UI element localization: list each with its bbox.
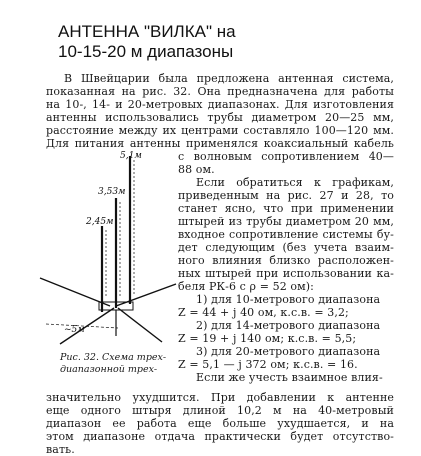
bottom-line-3: диапазон ее работа еще больше ухудшается, и на — [46, 417, 394, 430]
right-line-18: Если же учесть взаимное влия- — [196, 371, 383, 384]
label-ground-wire: ~5м — [64, 325, 85, 335]
bottom-line-5: вать. — [46, 443, 75, 456]
right-line-15: Z = 19 + j 140 ом; к.с.в. = 5,5; — [178, 332, 357, 345]
title-line-2: 10-15-20 м диапазоны — [58, 42, 234, 61]
intro-line-4: антенны использовались трубы диаметром 20—25 мм, — [46, 111, 394, 124]
label-rod-short: 2,45м — [86, 217, 114, 227]
figure-caption — [60, 352, 166, 375]
right-line-7: входное сопротивление системы бу- — [178, 228, 394, 241]
right-line-8: дет следующим (без учета взаим- — [178, 241, 394, 254]
bottom-line-4: этом диапазоне отдача практически будет отсутство- — [46, 430, 394, 443]
right-line-6: штырей из трубы диаметром 20 мм, — [178, 215, 394, 228]
right-line-4: приведенным на рис. 27 и 28, то — [178, 189, 394, 202]
right-line-2: 88 ом. — [178, 163, 215, 176]
right-line-1: с волновым сопротивлением 40— — [178, 150, 394, 163]
right-line-12: 1) для 10-метрового диапазона — [196, 293, 381, 306]
intro-line-6: Для питания антенны применялся коаксиальный кабель — [46, 137, 394, 150]
right-line-17: Z = 5,1 — j 372 ом; к.с.в. = 16. — [178, 358, 358, 371]
right-line-16: 3) для 20-метрового диапазона — [196, 345, 381, 358]
right-line-14: 2) для 14-метрового диапазона — [196, 319, 381, 332]
bottom-line-1: значительно ухудшится. При добавлении к антенне — [46, 391, 394, 404]
intro-line-5: расстояние между их центрами составляло 100—120 мм. — [46, 124, 394, 137]
intro-line-1: В Швейцарии была предложена антенная система, — [64, 72, 394, 85]
title-line-1: АНТЕННА "ВИЛКА" на — [58, 22, 236, 41]
antenna-figure — [38, 146, 178, 352]
article-title — [58, 22, 388, 62]
right-line-5: станет ясно, что при применении — [178, 202, 394, 215]
right-line-11: беля РК-6 с ρ = 52 ом): — [178, 280, 314, 293]
intro-line-3: на 10-, 14- и 20-метровых диапазонах. Для изготовления — [46, 98, 394, 111]
right-line-13: Z = 44 + j 40 ом, к.с.в. = 3,2; — [178, 306, 349, 319]
caption-line-2: диапазонной трех- — [60, 363, 158, 375]
right-line-3: Если обратиться к графикам, — [196, 176, 394, 189]
label-rod-mid: 3,53м — [98, 187, 126, 197]
label-rod-long: 5,1м — [120, 151, 142, 161]
bottom-line-2: еще одного штыря длиной 10,2 м на 40-метровый — [46, 404, 394, 417]
right-line-9: ного влияния близко расположен- — [178, 254, 394, 267]
caption-line-1: Рис. 32. Схема трех- — [60, 352, 167, 363]
intro-line-2: показанная на рис. 32. Она предназначена для работы — [46, 85, 394, 98]
right-line-10: ных штырей при использовании ка- — [178, 267, 394, 280]
